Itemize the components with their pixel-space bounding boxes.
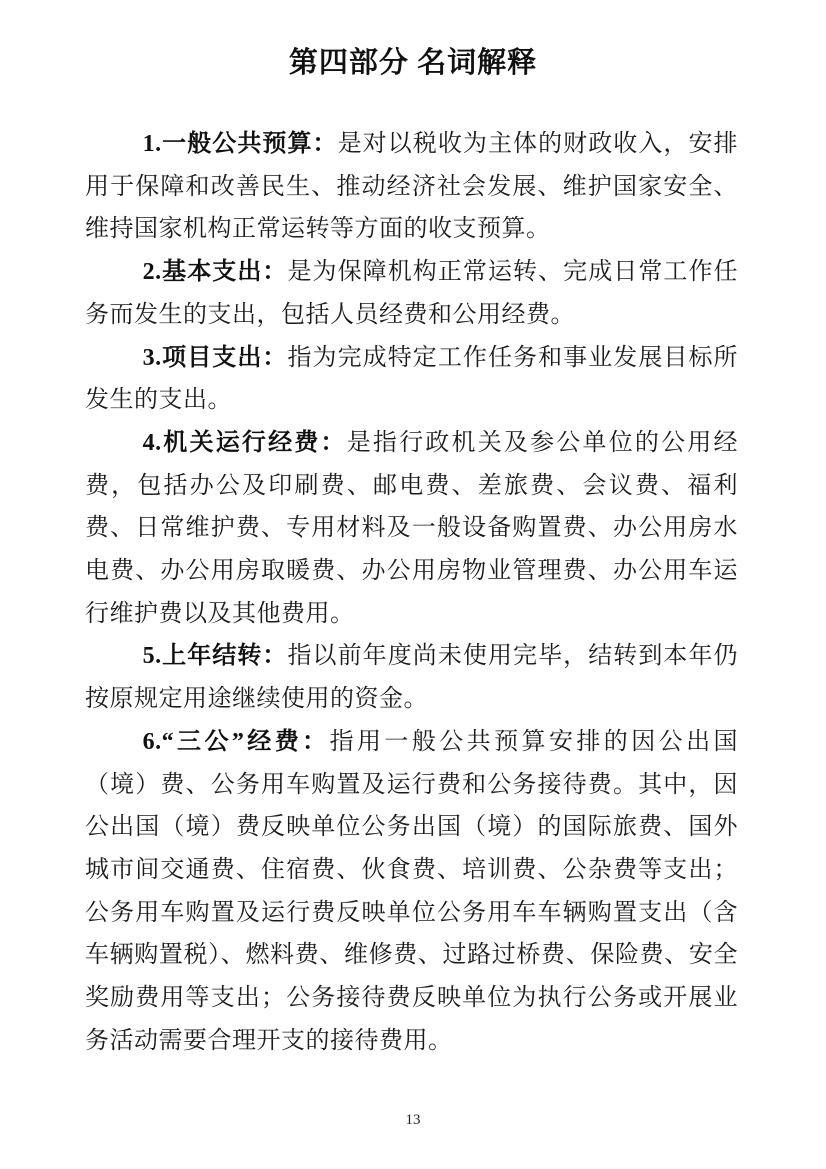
definition-paragraph-carryover-previous-year (85, 635, 738, 720)
term-definition: 指以前年度尚未使用完毕，结转到本年仍按原规定用途继续使用的资金。 (85, 643, 739, 713)
term-definition: 是为保障机构正常运转、完成日常工作任务而发生的支出，包括人员经费和公用经费。 (85, 259, 739, 328)
definition-paragraph-three-public-expenses (85, 721, 738, 1063)
document-body (0, 123, 826, 1062)
term-definition: 是指行政机关及参公单位的公用经费，包括办公及印刷费、邮电费、差旅费、会议费、福利费、日常维护费、专用材料及一般设备购置费、办公用房水电费、办公用房取暖费、办公用房物业管理费、办公用车运行维护费以及其他费用。 (85, 429, 739, 627)
definition-paragraph-project-expenditure (85, 337, 738, 422)
term-label: 1.一般公共预算： (142, 131, 338, 157)
term-label: 5.上年结转： (142, 643, 288, 670)
definition-paragraph-basic-expenditure (85, 251, 738, 336)
term-label: 3.项目支出： (142, 344, 288, 371)
definition-paragraph-agency-operating-funds (85, 422, 738, 636)
term-definition: 指为完成特定工作任务和事业发展目标所发生的支出。 (85, 344, 739, 414)
page-title: 第四部分 名词解释 (288, 47, 538, 79)
term-label: 2.基本支出： (142, 259, 288, 286)
term-label: 4.机关运行经费： (142, 429, 347, 456)
term-definition: 是对以税收为主体的财政收入，安排用于保障和改善民生、推动经济社会发展、维护国家安全、维持国家机构正常运转等方面的收支预算。 (85, 131, 739, 243)
definition-paragraph-general-public-budget (85, 123, 738, 251)
term-label: 6.“三公”经费： (142, 728, 330, 755)
page-number: 13 (405, 1112, 421, 1128)
term-definition: 指用一般公共预算安排的因公出国（境）费、公务用车购置及运行费和公务接待费。其中，因公出国（境）费反映单位公务出国（境）的国际旅费、国外城市间交通费、住宿费、伙食费、培训费、公杂费等支出；公务用车购置及运行费反映单位公务用车车辆购置支出（含车辆购置税）、燃料费、维修费、过路过桥费、保险费、安全奖励费用等支出；公务接待费反映单位为执行公务或开展业务活动需要合理开支的接待费用。 (85, 728, 738, 1054)
